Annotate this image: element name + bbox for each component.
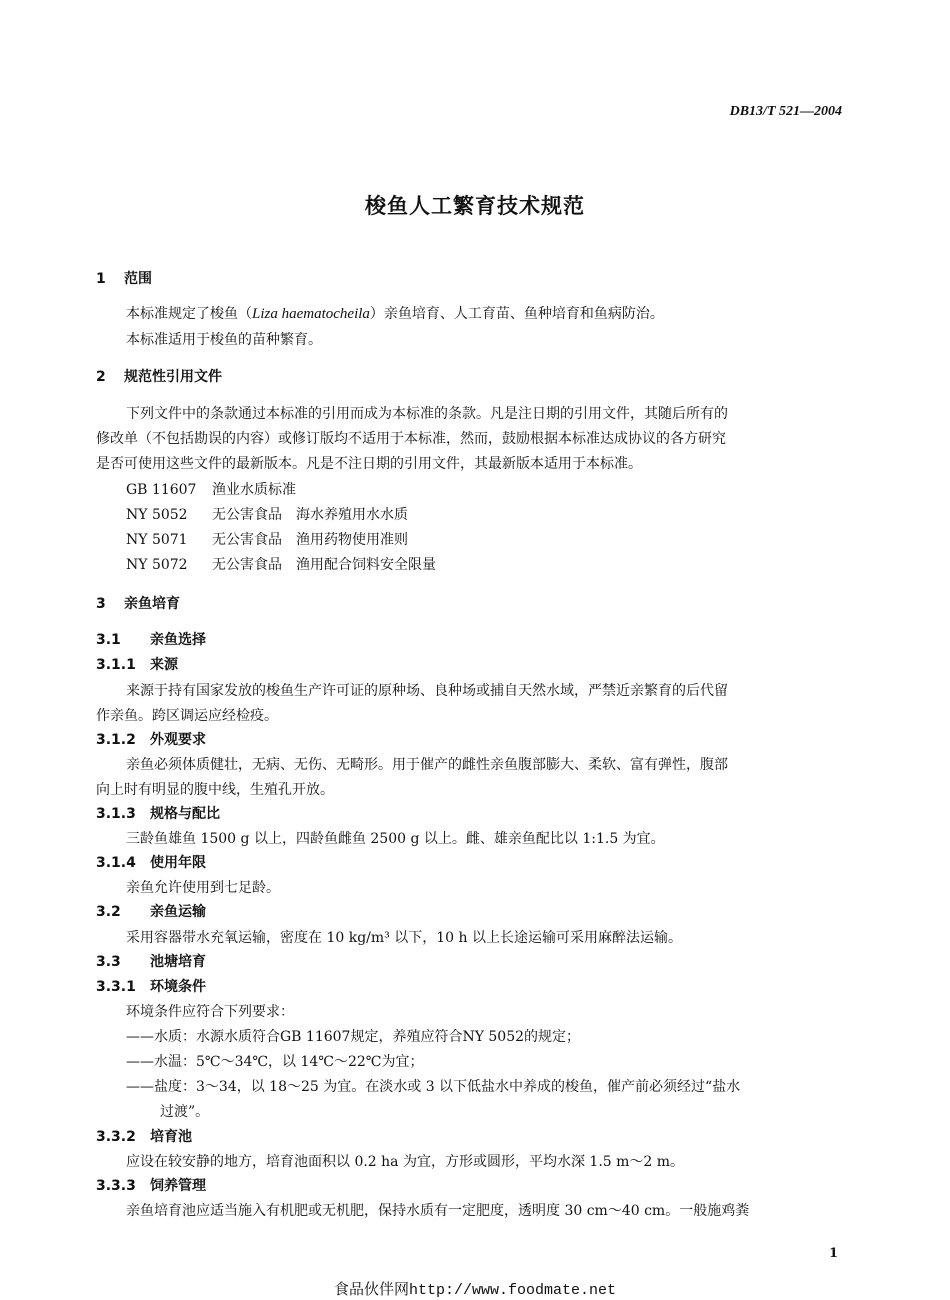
text-line: 来源于持有国家发放的梭鱼生产许可证的原种场、良种场或捕自天然水域，严禁近亲繁育的后代留 <box>126 683 728 699</box>
subsection-title: 亲鱼运输 <box>150 904 206 920</box>
reference-item <box>126 479 296 499</box>
text-line: 应设在较安静的地方，培育池面积以 0.2 ha 为宜，方形或圆形，平均水深 1.5 m～2 m。 <box>126 1154 685 1170</box>
reference-item <box>126 504 408 524</box>
subsection-3-1-3-heading <box>96 803 220 823</box>
subsection-number: 3.1 <box>96 632 121 648</box>
subsection-3-1-1-heading <box>96 654 178 674</box>
paragraph: 本标准适用于梭鱼的苗种繁育。 <box>126 332 322 348</box>
latin-name: Liza haematocheila <box>252 306 370 322</box>
section-title: 规范性引用文件 <box>124 369 222 385</box>
reference-item <box>126 554 436 574</box>
subsection-number: 3.3.3 <box>96 1178 136 1194</box>
reference-title: 渔业水质标准 <box>212 482 296 498</box>
list-item: ——水质：水源水质符合GB 11607规定，养殖应符合NY 5052的规定； <box>126 1029 581 1045</box>
subsection-number: 3.1.2 <box>96 732 136 748</box>
subsection-3-3-1-heading <box>96 976 206 996</box>
text-line: 过渡”。 <box>160 1104 210 1120</box>
reference-title: 无公害食品 渔用配合饲料安全限量 <box>212 557 436 573</box>
subsection-title: 池塘培育 <box>150 954 206 970</box>
section-number: 3 <box>96 596 106 612</box>
text-line: 亲鱼允许使用到七足龄。 <box>126 880 280 896</box>
reference-item <box>126 529 408 549</box>
subsection-title: 来源 <box>150 657 178 673</box>
section-1-heading <box>96 268 152 288</box>
text-line: 亲鱼必须体质健壮，无病、无伤、无畸形。用于催产的雌性亲鱼腹部膨大、柔软、富有弹性，腹部 <box>126 757 728 773</box>
subsection-3-1-4-heading <box>96 852 206 872</box>
section-number: 2 <box>96 369 106 385</box>
subsection-title: 培育池 <box>150 1129 192 1145</box>
subsection-3-3-3-heading <box>96 1175 206 1195</box>
subsection-title: 亲鱼选择 <box>150 632 206 648</box>
subsection-number: 3.3.1 <box>96 979 136 995</box>
text-line: 是否可使用这些文件的最新版本。凡是不注日期的引用文件，其最新版本适用于本标准。 <box>96 456 642 472</box>
subsection-3-3-2-heading <box>96 1126 192 1146</box>
document-title: 梭鱼人工繁育技术规范 <box>365 194 585 218</box>
text: 本标准规定了梭鱼（ <box>126 306 252 322</box>
text-line: 环境条件应符合下列要求： <box>126 1004 294 1020</box>
subsection-number: 3.3 <box>96 954 121 970</box>
section-number: 1 <box>96 271 106 287</box>
list-item: ——盐度：3～34，以 18～25 为宜。在淡水或 3 以下低盐水中养成的梭鱼，催产前必须经过“盐水 <box>126 1079 741 1095</box>
reference-code: NY 5072 <box>126 557 188 573</box>
section-3-heading <box>96 593 180 613</box>
text-line: 修改单（不包括勘误的内容）或修订版均不适用于本标准，然而，鼓励根据本标准达成协议的各方研究 <box>96 431 726 447</box>
subsection-number: 3.1.3 <box>96 806 136 822</box>
subsection-number: 3.1.1 <box>96 657 136 673</box>
standard-code: DB13/T 521—2004 <box>729 104 842 119</box>
page-number: 1 <box>828 1246 838 1261</box>
text-line: 下列文件中的条款通过本标准的引用而成为本标准的条款。凡是注日期的引用文件，其随后所有的 <box>126 406 728 422</box>
section-2-heading <box>96 366 222 386</box>
footer <box>0 1278 950 1299</box>
subsection-3-1-2-heading <box>96 729 206 749</box>
section-title: 范围 <box>124 271 152 287</box>
reference-title: 无公害食品 海水养殖用水水质 <box>212 507 408 523</box>
text-line: 亲鱼培育池应适当施入有机肥或无机肥，保持水质有一定肥度，透明度 30 cm～40 cm。一般施鸡粪 <box>126 1203 750 1219</box>
paragraph <box>126 303 664 323</box>
reference-code: NY 5052 <box>126 507 188 523</box>
subsection-number: 3.1.4 <box>96 855 136 871</box>
subsection-title: 规格与配比 <box>150 806 220 822</box>
reference-code: GB 11607 <box>126 482 197 498</box>
text: ）亲鱼培育、人工育苗、鱼种培育和鱼病防治。 <box>369 306 664 322</box>
footer-site-name: 食品伙伴网 <box>333 1280 409 1298</box>
subsection-title: 使用年限 <box>150 855 206 871</box>
subsection-3-1-heading <box>96 629 206 649</box>
subsection-number: 3.3.2 <box>96 1129 136 1145</box>
footer-url[interactable]: http://www.foodmate.net <box>408 1282 617 1299</box>
section-title: 亲鱼培育 <box>124 596 180 612</box>
subsection-number: 3.2 <box>96 904 121 920</box>
subsection-3-2-heading <box>96 901 206 921</box>
text-line: 作亲鱼。跨区调运应经检疫。 <box>96 708 278 724</box>
reference-title: 无公害食品 渔用药物使用准则 <box>212 532 408 548</box>
subsection-title: 外观要求 <box>150 732 206 748</box>
subsection-3-3-heading <box>96 951 206 971</box>
text-line: 向上时有明显的腹中线，生殖孔开放。 <box>96 782 334 798</box>
subsection-title: 环境条件 <box>150 979 206 995</box>
text-line: 采用容器带水充氧运输，密度在 10 kg/m³ 以下，10 h 以上长途运输可采用麻醉法运输。 <box>126 930 682 946</box>
subsection-title: 饲养管理 <box>150 1178 206 1194</box>
reference-code: NY 5071 <box>126 532 188 548</box>
text-line: 三龄鱼雄鱼 1500 g 以上，四龄鱼雌鱼 2500 g 以上。雌、雄亲鱼配比以 1:1.5 为宜。 <box>126 831 665 847</box>
list-item: ——水温：5℃～34℃，以 14℃～22℃为宜； <box>126 1054 424 1070</box>
